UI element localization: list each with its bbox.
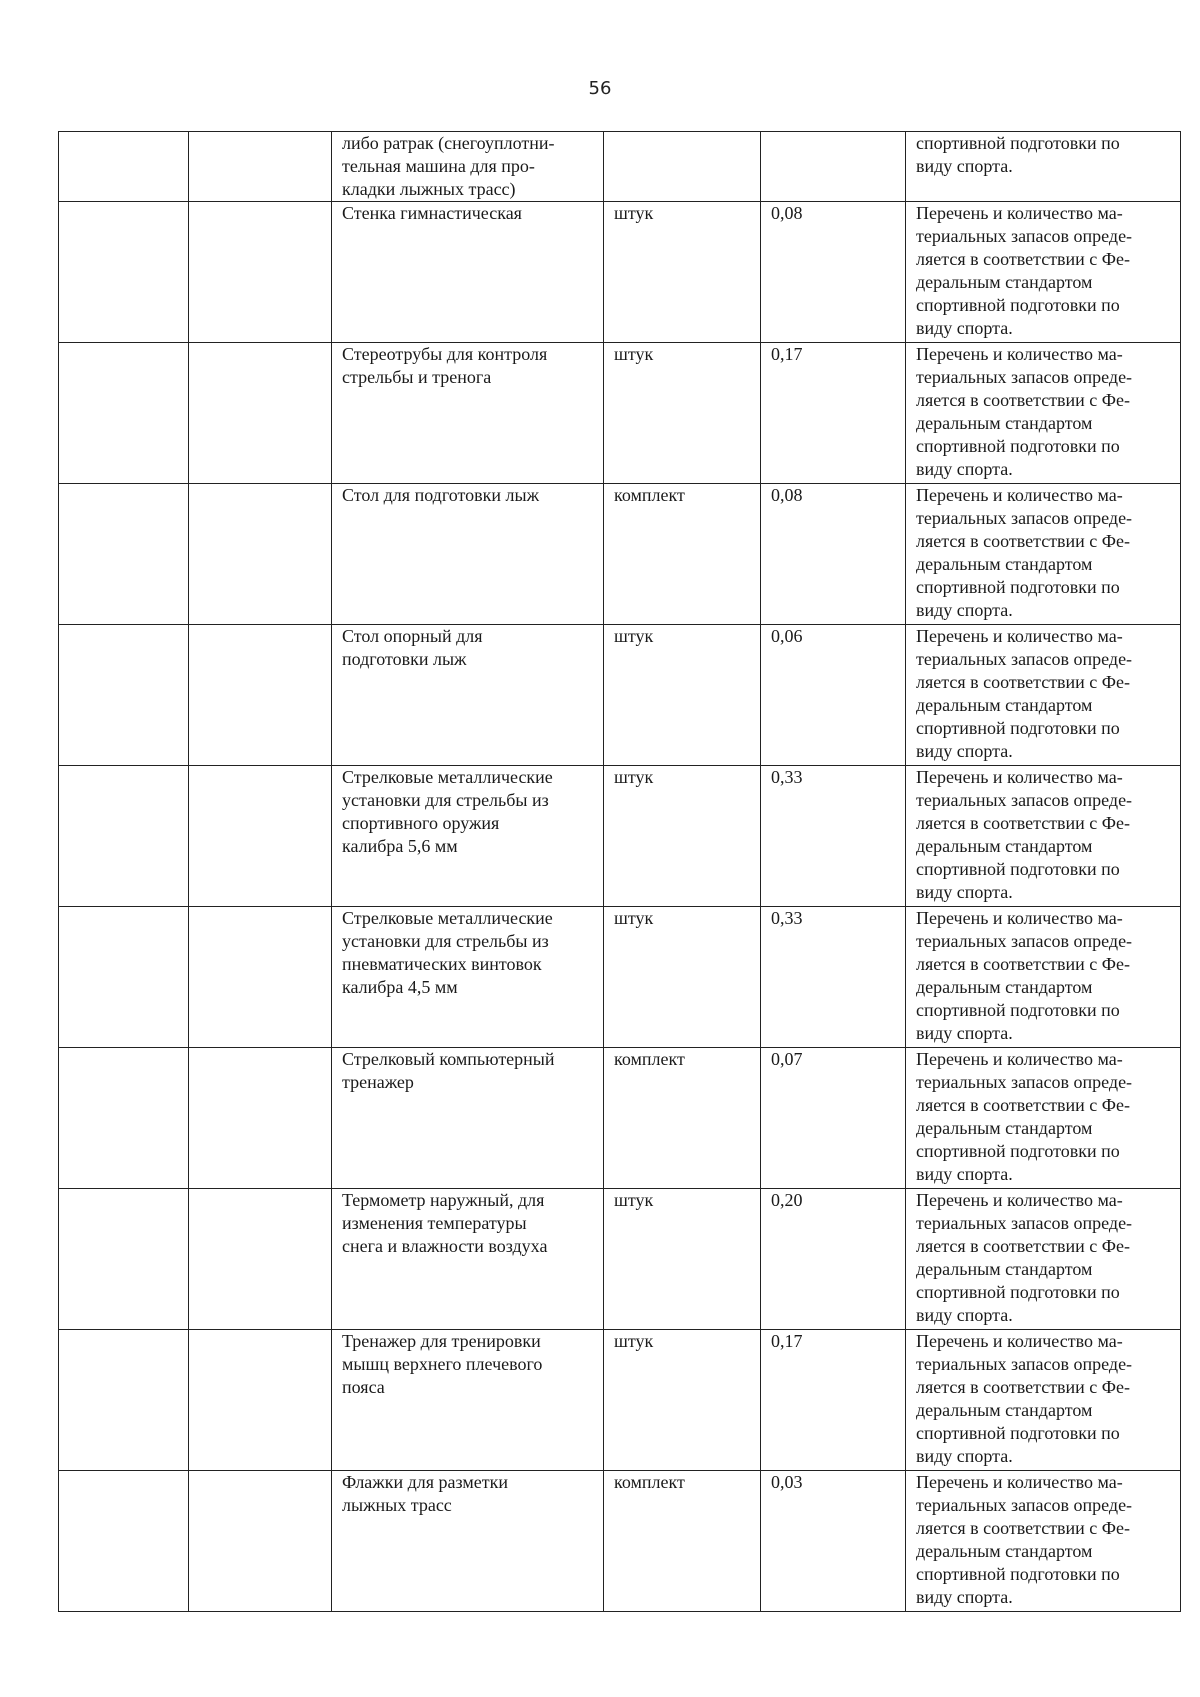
blank-cell-2 [189,1330,332,1471]
blank-cell-1 [59,766,189,907]
item-name-cell: Стенка гимнастическая [332,202,604,343]
unit-cell [604,132,761,202]
note-cell: Перечень и количество ма- териальных запасов опреде- ляется в соответствии с Фе- деральным стандартом спортивной подготовки по виду спорта. [906,484,1181,625]
blank-cell-2 [189,1471,332,1612]
table-row [59,132,1181,202]
blank-cell-1 [59,625,189,766]
quantity-cell [761,132,906,202]
table-row [59,1471,1181,1612]
item-name-cell: Термометр наружный, для изменения температуры снега и влажности воздуха [332,1189,604,1330]
blank-cell-1 [59,1189,189,1330]
blank-cell-2 [189,766,332,907]
quantity-cell: 0,17 [761,343,906,484]
item-name-cell: Флажки для разметки лыжных трасс [332,1471,604,1612]
blank-cell-1 [59,1471,189,1612]
item-name-cell: Стрелковые металлические установки для стрельбы из спортивного оружия калибра 5,6 мм [332,766,604,907]
table-row [59,1189,1181,1330]
quantity-cell: 0,17 [761,1330,906,1471]
blank-cell-2 [189,132,332,202]
item-name-cell: Тренажер для тренировки мышц верхнего плечевого пояса [332,1330,604,1471]
table-row [59,907,1181,1048]
blank-cell-1 [59,1048,189,1189]
table-row [59,625,1181,766]
note-cell: Перечень и количество ма- териальных запасов опреде- ляется в соответствии с Фе- деральным стандартом спортивной подготовки по виду спорта. [906,343,1181,484]
page-number: 56 [588,78,612,99]
unit-cell: штук [604,766,761,907]
note-cell: Перечень и количество ма- териальных запасов опреде- ляется в соответствии с Фе- деральным стандартом спортивной подготовки по виду спорта. [906,907,1181,1048]
note-cell: Перечень и количество ма- териальных запасов опреде- ляется в соответствии с Фе- деральным стандартом спортивной подготовки по виду спорта. [906,1471,1181,1612]
item-name-cell: либо ратрак (снегоуплотни- тельная машина для про- кладки лыжных трасс) [332,132,604,202]
blank-cell-1 [59,907,189,1048]
table-row [59,202,1181,343]
note-cell: спортивной подготовки по виду спорта. [906,132,1181,202]
blank-cell-2 [189,202,332,343]
quantity-cell: 0,33 [761,907,906,1048]
blank-cell-1 [59,1330,189,1471]
table-row [59,766,1181,907]
quantity-cell: 0,06 [761,625,906,766]
item-name-cell: Стрелковые металлические установки для стрельбы из пневматических винтовок калибра 4,5 мм [332,907,604,1048]
blank-cell-2 [189,907,332,1048]
blank-cell-1 [59,484,189,625]
equipment-table [58,131,1181,1612]
note-cell: Перечень и количество ма- териальных запасов опреде- ляется в соответствии с Фе- деральным стандартом спортивной подготовки по виду спорта. [906,1330,1181,1471]
quantity-cell: 0,33 [761,766,906,907]
table-body [59,132,1181,1612]
blank-cell-2 [189,1189,332,1330]
table-row [59,484,1181,625]
unit-cell: комплект [604,484,761,625]
note-cell: Перечень и количество ма- териальных запасов опреде- ляется в соответствии с Фе- деральным стандартом спортивной подготовки по виду спорта. [906,625,1181,766]
blank-cell-2 [189,625,332,766]
quantity-cell: 0,20 [761,1189,906,1330]
note-cell: Перечень и количество ма- териальных запасов опреде- ляется в соответствии с Фе- деральным стандартом спортивной подготовки по виду спорта. [906,1048,1181,1189]
item-name-cell: Стереотрубы для контроля стрельбы и тренога [332,343,604,484]
quantity-cell: 0,07 [761,1048,906,1189]
blank-cell-2 [189,343,332,484]
item-name-cell: Стол для подготовки лыж [332,484,604,625]
quantity-cell: 0,03 [761,1471,906,1612]
blank-cell-2 [189,484,332,625]
quantity-cell: 0,08 [761,484,906,625]
blank-cell-1 [59,202,189,343]
table-row [59,1330,1181,1471]
note-cell: Перечень и количество ма- териальных запасов опреде- ляется в соответствии с Фе- деральным стандартом спортивной подготовки по виду спорта. [906,202,1181,343]
blank-cell-1 [59,343,189,484]
item-name-cell: Стол опорный для подготовки лыж [332,625,604,766]
unit-cell: штук [604,625,761,766]
unit-cell: штук [604,907,761,1048]
blank-cell-1 [59,132,189,202]
table-row [59,343,1181,484]
blank-cell-2 [189,1048,332,1189]
unit-cell: штук [604,202,761,343]
item-name-cell: Стрелковый компьютерный тренажер [332,1048,604,1189]
unit-cell: штук [604,343,761,484]
table-row [59,1048,1181,1189]
note-cell: Перечень и количество ма- териальных запасов опреде- ляется в соответствии с Фе- деральным стандартом спортивной подготовки по виду спорта. [906,1189,1181,1330]
quantity-cell: 0,08 [761,202,906,343]
unit-cell: штук [604,1330,761,1471]
unit-cell: комплект [604,1471,761,1612]
note-cell: Перечень и количество ма- териальных запасов опреде- ляется в соответствии с Фе- деральным стандартом спортивной подготовки по виду спорта. [906,766,1181,907]
unit-cell: комплект [604,1048,761,1189]
unit-cell: штук [604,1189,761,1330]
